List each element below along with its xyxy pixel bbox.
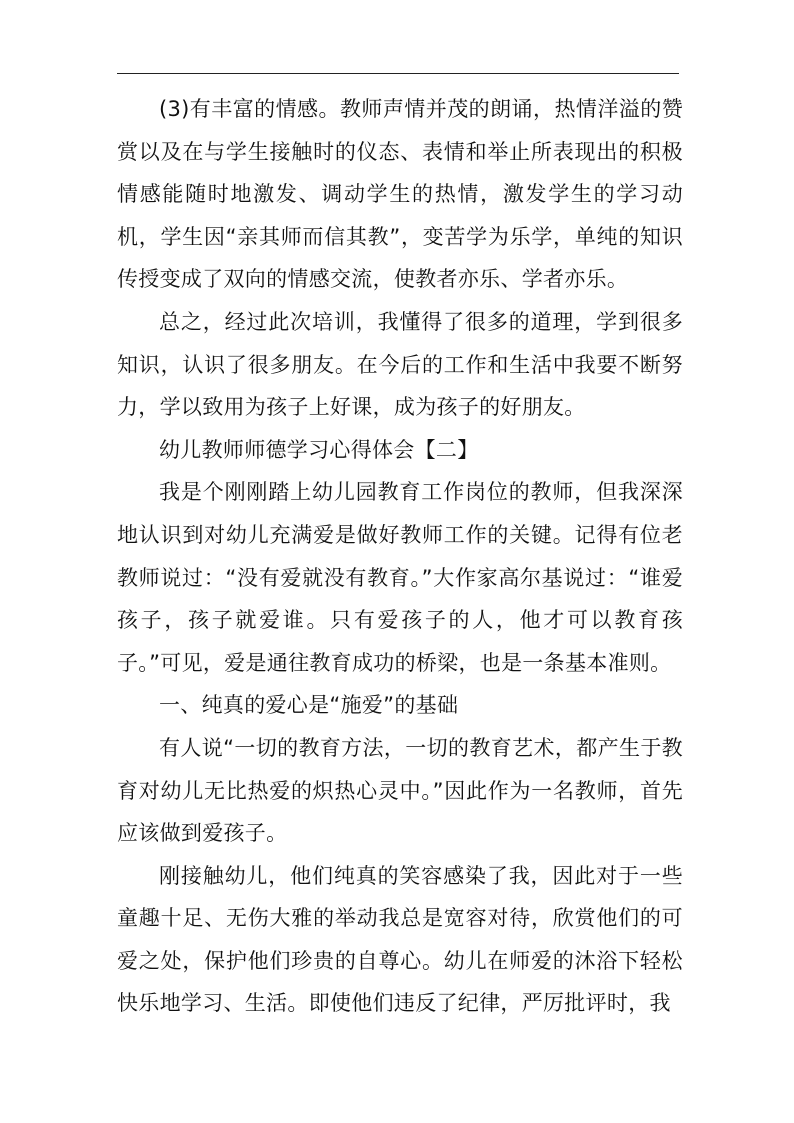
subheading-pure-love: 一、纯真的爱心是“施爱”的基础 (159, 693, 459, 718)
paragraph-emotion: (3)有丰富的情感。教师声情并茂的朗诵，热情洋溢的赞赏以及在与学生接触时的仪态、表情和举止所表现出的积极情感能随时地激发、调动学生的热情，激发学生的学习动机，学生因“亲其师而信其教”，变苦学为乐学，单纯的知识传授变成了双向的情感交流，使教者亦乐、学者亦乐。 (117, 97, 683, 292)
section-heading-two: 幼儿教师师德学习心得体会【二】 (159, 437, 479, 462)
document-body (117, 88, 683, 1025)
header-rule (117, 73, 679, 74)
paragraph-conclusion: 总之，经过此次培训，我懂得了很多的道理，学到很多知识，认识了很多朋友。在今后的工作和生活中我要不断努力，学以致用为孩子上好课，成为孩子的好朋友。 (117, 309, 683, 420)
paragraph-love-key: 我是个刚刚踏上幼儿园教育工作岗位的教师，但我深深地认识到对幼儿充满爱是做好教师工作的关键。记得有位老教师说过：“没有爱就没有教育。”大作家高尔基说过：“谁爱孩子，孩子就爱谁。只有爱孩子的人，他才可以教育孩子。”可见，爱是通往教育成功的桥梁，也是一条基本准则。 (117, 480, 683, 675)
paragraph-first-contact: 刚接触幼儿，他们纯真的笑容感染了我，因此对于一些童趣十足、无伤大雅的举动我总是宽容对待，欣赏他们的可爱之处，保护他们珍贵的自尊心。幼儿在师爱的沐浴下轻松快乐地学习、生活。即使他们违反了纪律，严厉批评时，我 (117, 863, 683, 1016)
paragraph-quote-education: 有人说“一切的教育方法，一切的教育艺术，都产生于教育对幼儿无比热爱的炽热心灵中。”因此作为一名教师，首先应该做到爱孩子。 (117, 735, 683, 846)
